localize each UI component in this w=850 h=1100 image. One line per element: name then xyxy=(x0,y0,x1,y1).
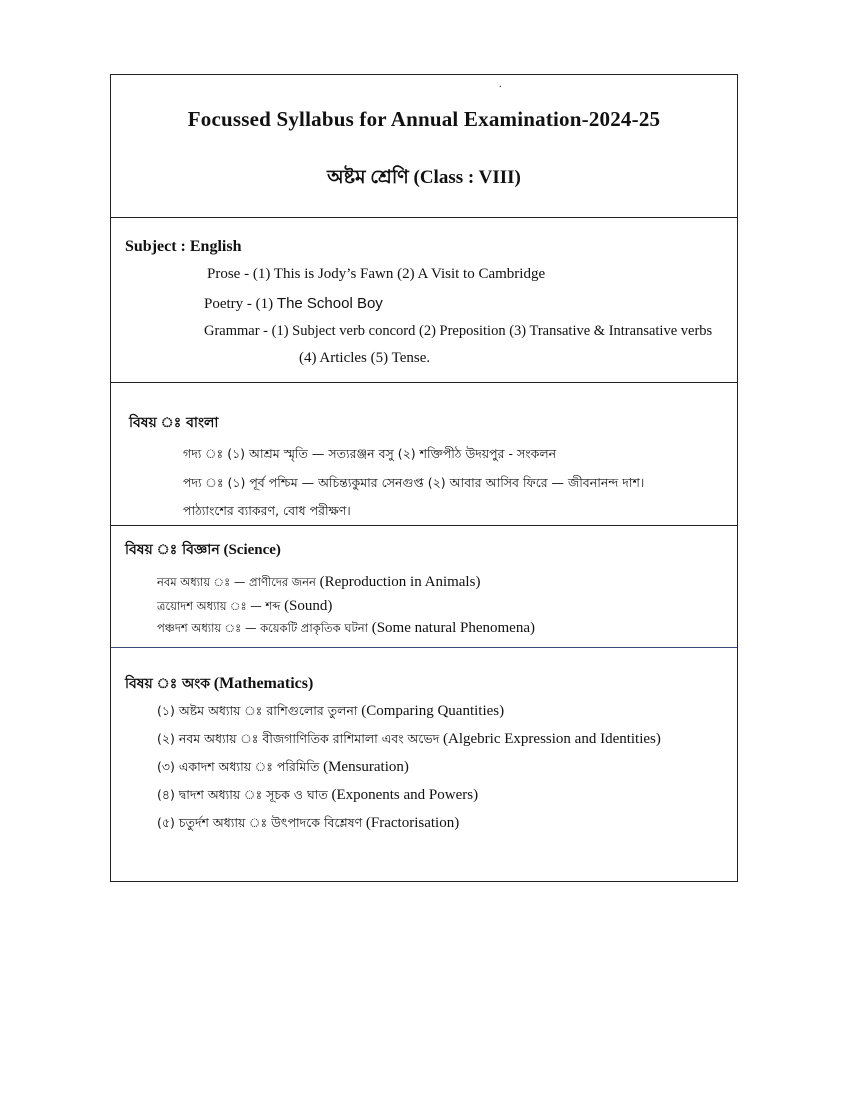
math-subject-bn: বিষয় ঃ অংক xyxy=(125,676,211,692)
english-subject-heading: Subject : English xyxy=(125,238,242,255)
divider xyxy=(111,217,737,218)
science-item-bn: ত্রয়োদশ অধ্যায় ঃ — শব্দ xyxy=(157,599,281,613)
math-item xyxy=(157,731,661,751)
science-subject-heading xyxy=(125,538,281,562)
math-subject-en: (Mathematics) xyxy=(213,675,314,692)
divider xyxy=(111,525,737,526)
english-poetry-label: Poetry - (1) xyxy=(204,296,277,312)
math-item xyxy=(157,815,459,835)
science-item xyxy=(157,598,332,617)
science-item-bn: পঞ্চদশ অধ্যায় ঃ — কয়েকটি প্রাকৃতিক ঘটনা xyxy=(157,621,368,635)
science-item-bn: নবম অধ্যায় ঃ — প্রাণীদের জনন xyxy=(157,575,316,589)
math-item-bn: (১) অষ্টম অধ্যায় ঃ রাশিগুলোর তুলনা xyxy=(157,703,358,718)
math-item-en: (Algebric Expression and Identities) xyxy=(443,731,661,747)
bangla-subject-heading: বিষয় ঃ বাংলা xyxy=(129,415,219,431)
bangla-grammar: পাঠ্যাংশের ব্যাকরণ, বোধ পরীক্ষণ। xyxy=(183,503,351,518)
stray-dot: . xyxy=(499,79,502,90)
math-item-en: (Comparing Quantities) xyxy=(361,703,505,719)
science-item-en: (Some natural Phenomena) xyxy=(371,620,535,636)
divider xyxy=(111,647,737,648)
math-item xyxy=(157,787,478,807)
math-item-bn: (২) নবম অধ্যায় ঃ বীজগাণিতিক রাশিমালা এবং অভেদ xyxy=(157,731,440,746)
bangla-poetry: পদ্য ঃ (১) পূর্ব পশ্চিম — অচিন্ত্যকুমার সেনগুপ্ত (২) আবার আসিব ফিরে — জীবনানন্দ দাশ। xyxy=(183,475,645,490)
math-item-bn: (৪) দ্বাদশ অধ্যায় ঃ সূচক ও ঘাত xyxy=(157,787,328,802)
science-item-en: (Sound) xyxy=(284,598,333,614)
science-item-en: (Reproduction in Animals) xyxy=(319,574,481,590)
math-item-en: (Fractorisation) xyxy=(365,815,460,831)
english-grammar: Grammar - (1) Subject verb concord (2) Preposition (3) Transative & Intransative verbs xyxy=(204,323,713,339)
math-item-en: (Mensuration) xyxy=(323,759,409,775)
math-item-bn: (৩) একাদশ অধ্যায় ঃ পরিমিতি xyxy=(157,759,320,774)
science-item xyxy=(157,620,535,639)
bangla-prose: গদ্য ঃ (১) আশ্রম স্মৃতি — সত্যরঞ্জন বসু (২) শক্তিপীঠ উদয়পুর - সংকলন xyxy=(183,446,557,461)
math-subject-heading xyxy=(125,672,313,696)
english-poetry xyxy=(204,295,383,313)
science-subject-bn: বিষয় ঃ বিজ্ঞান xyxy=(125,542,220,558)
math-item-bn: (৫) চতুর্দশ অধ্যায় ঃ উৎপাদকে বিশ্লেষণ xyxy=(157,815,363,830)
english-poetry-title: The School Boy xyxy=(276,295,383,312)
english-grammar-cont: (4) Articles (5) Tense. xyxy=(299,350,431,366)
class-heading: অষ্টম শ্রেণি (Class : VIII) xyxy=(327,167,521,188)
page-title: Focussed Syllabus for Annual Examination-2024-25 xyxy=(187,107,661,131)
syllabus-frame xyxy=(110,74,738,882)
science-subject-en: (Science) xyxy=(223,542,281,558)
math-item xyxy=(157,703,504,723)
divider xyxy=(111,382,737,383)
science-item xyxy=(157,574,480,593)
math-item xyxy=(157,759,409,779)
math-item-en: (Exponents and Powers) xyxy=(331,787,479,803)
english-prose: Prose - (1) This is Jody’s Fawn (2) A Visit to Cambridge xyxy=(207,266,546,282)
